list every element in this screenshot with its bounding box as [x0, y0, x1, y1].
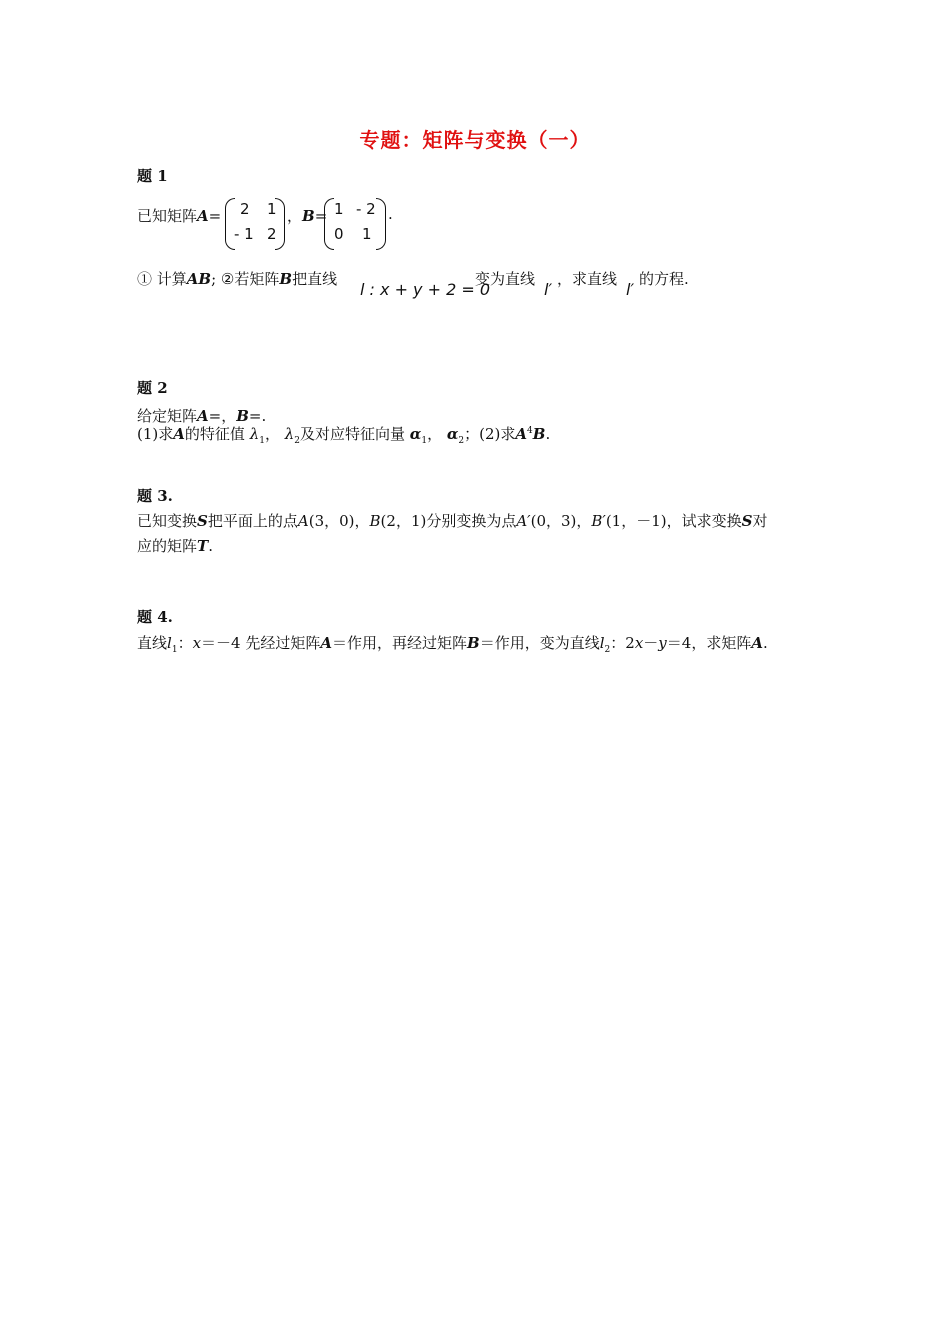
matrix-a-cell: 2 — [267, 225, 277, 243]
q4-a-symbol: A — [751, 634, 763, 652]
q4-text: 直线 — [137, 634, 168, 652]
q3-text: (1，－1)，试求变换 — [605, 512, 742, 530]
q1-l-prime: l′ — [544, 280, 553, 299]
q1-task-line — [137, 268, 337, 289]
q3-text: (2，1)分别变换为点 — [380, 512, 517, 530]
matrix-b-cell: 1 — [334, 200, 344, 218]
line-l1: l — [167, 634, 172, 652]
q1-given-line — [137, 205, 221, 226]
var-x: x — [634, 634, 644, 652]
q3-text: (3，0)， — [308, 512, 370, 530]
q3-text: 把平面上的点 — [207, 512, 298, 530]
q1-part1-label: ① 计算 — [137, 270, 187, 288]
q2-b-symbol: B — [236, 407, 249, 425]
q3-t-symbol: T — [197, 537, 209, 555]
line-l2: l — [599, 634, 605, 652]
q3-text: (0，3)， — [530, 512, 592, 530]
q1-text-4: 的方程. — [639, 270, 689, 288]
q3-s-symbol: S — [741, 512, 753, 530]
q4-heading: 题 4. — [137, 608, 173, 626]
q3-text: 已知变换 — [137, 512, 198, 530]
matrix-b-cell: 1 — [362, 225, 372, 243]
q1-equals-b: = — [314, 207, 328, 225]
q2-text: (1)求 — [137, 425, 174, 443]
superscript: 4 — [527, 426, 533, 436]
var-y: y — [658, 634, 667, 652]
q1-matrix-a-symbol: A — [197, 207, 209, 225]
q1-line-equation: l : x + y + 2 = 0 — [360, 280, 491, 299]
q2-a-symbol: A — [197, 407, 209, 425]
q3-heading: 题 3. — [137, 487, 173, 505]
q2-text: 给定矩阵 — [137, 407, 198, 425]
right-paren — [376, 198, 386, 250]
q1-ab-symbol: AB — [186, 270, 212, 288]
q1-part2-label: ; ②若矩阵 — [211, 270, 280, 288]
q4-b-symbol: B — [467, 634, 480, 652]
separator: ， — [264, 425, 280, 443]
comma: ， — [287, 207, 303, 225]
period: . — [762, 634, 768, 652]
matrix-b-cell: - 2 — [356, 200, 376, 218]
matrix-b-cell: 0 — [334, 225, 344, 243]
q3-line-2 — [137, 535, 213, 556]
alpha-1: α — [409, 425, 422, 443]
q3-text: 对 — [752, 512, 768, 530]
q1-heading: 题 1 — [137, 167, 168, 185]
q1-text: 把直线 — [292, 270, 338, 288]
q4-text: ＝作用，变为直线 — [479, 634, 600, 652]
left-paren — [324, 198, 334, 250]
matrix-b — [324, 198, 386, 248]
point-b-prime: B′ — [591, 512, 606, 530]
page-title: 专题：矩阵与变换（一） — [359, 128, 591, 152]
q4-text: ：2 — [610, 634, 635, 652]
alpha-2: α — [446, 425, 459, 443]
q3-line-1 — [137, 510, 767, 531]
q1-text-2: 变为直线 — [475, 270, 536, 288]
q1-matrix-b-symbol: B — [302, 207, 315, 225]
matrix-a-cell: 2 — [240, 200, 250, 218]
q1-l-prime-2: l′ — [626, 280, 635, 299]
q1-intro: 已知矩阵 — [137, 207, 198, 225]
q1-period: . — [388, 205, 393, 223]
q4-line-1 — [137, 632, 768, 655]
q2-line-2 — [137, 423, 550, 446]
matrix-a-cell: - 1 — [234, 225, 254, 243]
q1-b-symbol: B — [279, 270, 293, 288]
q3-text: 应的矩阵 — [137, 537, 198, 555]
q2-text: ；(2)求 — [464, 425, 516, 443]
q2-text: =. — [248, 407, 267, 425]
subscript: 2 — [458, 436, 465, 446]
subscript: 1 — [259, 436, 265, 446]
q2-text: 的特征值 — [184, 425, 245, 443]
separator: ， — [427, 425, 443, 443]
period: . — [208, 537, 213, 555]
matrix-a — [225, 198, 285, 248]
subscript: 2 — [604, 645, 611, 655]
q4-text: － — [643, 634, 659, 652]
q4-text: ＝作用，再经过矩阵 — [332, 634, 468, 652]
subscript: 1 — [421, 436, 428, 446]
q4-text: ＝－4 先经过矩阵 — [201, 634, 321, 652]
point-a-prime: A′ — [516, 512, 531, 530]
q2-text: =， — [208, 407, 237, 425]
q2-a-symbol: A — [515, 425, 528, 443]
q2-b-symbol: B — [532, 425, 546, 443]
q2-heading: 题 2 — [137, 379, 168, 397]
period: . — [545, 425, 551, 443]
q2-a-symbol: A — [173, 425, 185, 443]
q4-text: ＝4，求矩阵 — [666, 634, 752, 652]
q3-s-symbol: S — [197, 512, 208, 530]
point-a: A — [297, 512, 309, 530]
q4-a-symbol: A — [320, 634, 332, 652]
matrix-a-cell: 1 — [267, 200, 277, 218]
q1-equals-a: = — [208, 207, 222, 225]
point-b: B — [369, 512, 381, 530]
var-x: x — [192, 634, 202, 652]
lambda-2: λ — [284, 425, 295, 443]
q1-text-3: ，求直线 — [557, 270, 618, 288]
subscript: 1 — [171, 645, 178, 655]
q1-b-label — [287, 205, 327, 226]
q4-text: ： — [177, 634, 193, 652]
lambda-1: λ — [249, 425, 260, 443]
q2-text: 及对应特征向量 — [299, 425, 405, 443]
subscript: 2 — [294, 436, 300, 446]
